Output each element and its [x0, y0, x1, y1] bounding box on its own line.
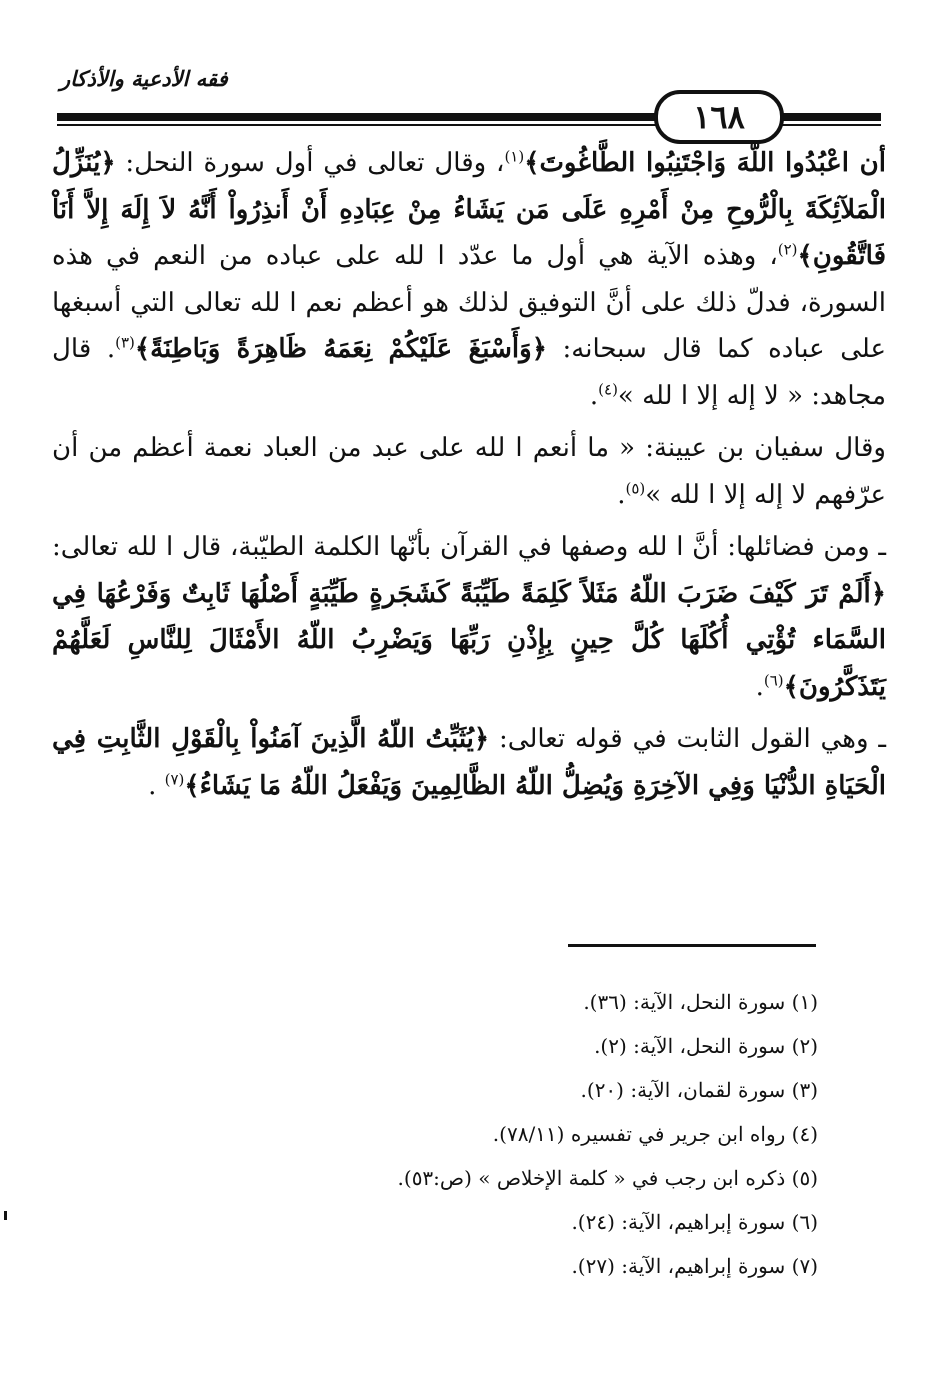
- footnote-4: (٤) رواه ابن جرير في تفسيره (٧٨/١١).: [492, 1122, 818, 1146]
- paragraph-text: . قال مجاهد: « لا إله إلا ا لله »: [52, 334, 886, 411]
- footnote-ref[interactable]: (٤): [598, 379, 618, 398]
- running-title: فقه الأدعية والأذكار: [60, 66, 228, 91]
- quran-verse: ﴿وَأَسْبَغَ عَلَيْكُمْ نِعَمَهُ ظَاهِرَةً وَبَاطِنَةً﴾: [134, 334, 547, 364]
- body-text: [52, 140, 886, 815]
- paragraph-1: [52, 140, 886, 419]
- quran-verse: ﴿يُنَزِّلُ الْمَلآئِكَةَ بِالْرُّوحِ مِنْ أَمْرِهِ عَلَى مَن يَشَاءُ مِنْ عِبَادِهِ أَنْ أَنذِرُواْ أَنَّهُ لاَ إِلَهَ إِلاَّ أَنَاْ فَاتَّقُونِ﴾: [52, 148, 886, 271]
- footnote-1: (١) سورة النحل، الآية: (٣٦).: [583, 990, 818, 1014]
- footnote-7: (٧) سورة إبراهيم، الآية: (٢٧).: [571, 1254, 818, 1278]
- paragraph-text: ، وقال تعالى في أول سورة النحل:: [115, 148, 505, 178]
- paragraph-text: .: [755, 671, 764, 702]
- footnote-5: (٥) ذكره ابن رجب في « كلمة الإخلاص » (ص:٥٣).: [397, 1166, 818, 1190]
- page-number: ١٦٨: [654, 90, 784, 144]
- paragraph-text: ـ وهي القول الثابت في قوله تعالى:: [489, 724, 886, 754]
- paragraph-2: [52, 425, 886, 518]
- paragraph-text: .: [589, 380, 599, 411]
- paragraph-text: .: [148, 770, 165, 801]
- footnote-ref[interactable]: (٧): [164, 769, 185, 788]
- footnote-ref[interactable]: (٣): [115, 333, 135, 352]
- paragraph-3: [52, 524, 886, 710]
- quran-verse: ﴿أَلَمْ تَرَ كَيْفَ ضَرَبَ اللّهُ مَثَلاً كَلِمَةً طَيِّبَةً كَشَجَرةٍ طَيِّبَةٍ أَصْلُهَا ثَابِتٌ وَفَرْعُهَا فِي السَّمَاء تُؤْتِي أُكُلَهَا كُلَّ حِينٍ بِإِذْنِ رَبِّهَا وَيَضْرِبُ اللّهُ الأَمْثَالَ لِلنَّاسِ لَعَلَّهُمْ يَتَذَكَّرُونَ﴾: [52, 578, 886, 702]
- footnote-ref[interactable]: (١): [504, 147, 525, 166]
- paragraph-text: ـ ومن فضائلها: أنَّ ا لله وصفها في القرآن بأنّها الكلمة الطيّبة، قال ا لله تعالى:: [52, 532, 886, 562]
- paragraph-text: وقال سفيان بن عيينة: « ما أنعم ا لله على عبد من العباد نعمة أعظم من أن عرّفهم لا إله إلا ا لله »: [52, 433, 886, 510]
- scan-mark: [4, 1211, 7, 1220]
- quran-verse: ﴿يُثَبِّتُ اللّهُ الَّذِينَ آمَنُواْ بِالْقَوْلِ الثَّابِتِ فِي الْحَيَاةِ الدُّنْيَا وَفِي الآخِرَةِ وَيُضِلُّ اللّهُ الظَّالِمِينَ وَيَفْعَلُ اللّهُ مَا يَشَاءُ﴾: [52, 724, 886, 801]
- footnote-2: (٢) سورة النحل، الآية: (٢).: [594, 1034, 818, 1058]
- footnote-6: (٦) سورة إبراهيم، الآية: (٢٤).: [571, 1210, 818, 1234]
- footnote-ref[interactable]: (٢): [777, 240, 798, 259]
- footnote-ref[interactable]: (٥): [625, 478, 646, 497]
- footnotes: [120, 980, 818, 1288]
- footnote-separator: [568, 944, 816, 947]
- paragraph-text: ، وهذه الآية هي أول ما عدّد ا لله على عباده من النعم في هذه السورة، فدلّ ذلك على أنَّ التوفيق لذلك هو أعظم نعم ا لله تعالى التي أسبغها على عباده كما قال سبحانه:: [52, 241, 886, 364]
- quran-verse: أن اعْبُدُوا اللّهَ وَاجْتَنِبُوا الطَّاغُوتَ﴾: [524, 148, 886, 178]
- paragraph-text: .: [617, 479, 626, 510]
- footnote-3: (٣) سورة لقمان، الآية: (٢٠).: [580, 1078, 818, 1102]
- footnote-ref[interactable]: (٦): [763, 670, 784, 689]
- paragraph-4: [52, 716, 886, 809]
